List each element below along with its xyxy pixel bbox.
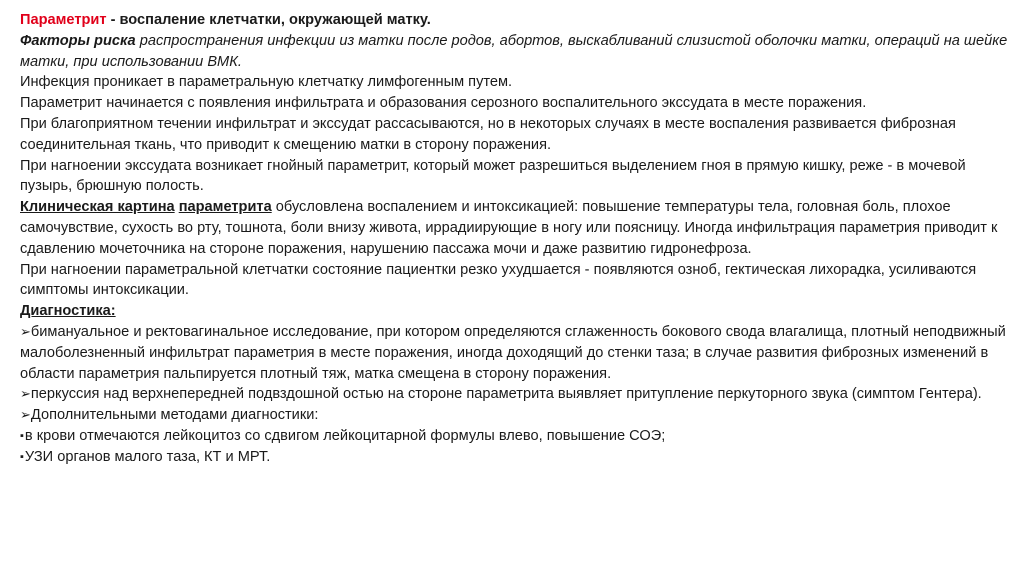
diagnostics-sub-item <box>20 447 1010 468</box>
clinical-paragraph <box>20 197 1010 259</box>
title-definition: - воспаление клетчатки, окружающей матку. <box>106 12 431 28</box>
square-bullet-icon: ▪ <box>20 429 24 442</box>
clinical-label-part1: Клиническая картина <box>20 199 175 216</box>
paragraph-onset: Параметрит начинается с появления инфильтрата и образования серозного воспалительного экссудата в месте поражения. <box>20 95 867 112</box>
arrow-bullet-icon: ➢ <box>20 407 31 423</box>
clinical-label-part2: параметрита <box>178 199 272 216</box>
arrow-bullet-icon: ➢ <box>20 386 31 402</box>
diagnostics-heading: Диагностика: <box>20 303 116 320</box>
diagnostics-item-text: перкуссия над верхнепередней подвздошной остью на стороне параметрита выявляет притупление перкуторного звука (симптом Гентера). <box>30 386 982 403</box>
clinical-suppuration: При нагноении параметральной клетчатки состояние пациентки резко ухудшается - появляются озноб, гектическая лихорадка, усиливаются симптомы интоксикации. <box>20 261 977 299</box>
diagnostics-item-text: бимануальное и ректовагинальное исследование, при котором определяются сглаженность бокового свода влагалища, плотный неподвижный малоболезненный инфильтрат параметрия в месте поражения, иногда доходящий до стенки таза; в случае развития фиброзных изменений в области параметрия пальпируется плотный тяж, матка смещена в сторону поражения. <box>20 323 1006 382</box>
diagnostics-item <box>20 384 1010 405</box>
title-term: Параметрит <box>20 12 107 28</box>
paragraph-infection-route: Инфекция проникает в параметральную клетчатку лимфогенным путем. <box>20 74 513 91</box>
diagnostics-sub-item-text: в крови отмечаются лейкоцитоз со сдвигом лейкоцитарной формулы влево, повышение СОЭ; <box>24 427 666 444</box>
risk-factors-text: распространения инфекции из матки после родов, абортов, выскабливаний слизистой оболочки матки, операций на шейке матки, при использовании ВМК. <box>20 32 1008 70</box>
square-bullet-icon: ▪ <box>20 450 24 463</box>
clinical-text: обусловлена воспалением и интоксикацией: повышение температуры тела, головная боль, плохое самочувствие, сухость во рту, тошнота, боли внизу живота, иррадиирующие в ногу или поясницу. Иногда инфильтрация параметрия приводит к сдавлению мочеточника на стороне поражения, нарушению пассажа мочи и даже развитию гидронефроза. <box>20 199 998 257</box>
diagnostics-sub-item <box>20 426 1010 447</box>
diagnostics-item-text: Дополнительными методами диагностики: <box>30 407 319 424</box>
paragraph-suppuration: При нагноении экссудата возникает гнойный параметрит, который может разрешиться выделением гноя в прямую кишку, реже - в мочевой пузырь, брюшную полость. <box>20 157 966 195</box>
title-line <box>20 10 1010 31</box>
risk-factors-paragraph <box>20 31 1010 73</box>
risk-factors-label: Факторы риска <box>20 32 136 49</box>
slide-content <box>20 10 1010 468</box>
diagnostics-item <box>20 405 1010 426</box>
arrow-bullet-icon: ➢ <box>20 323 31 339</box>
diagnostics-sub-item-text: УЗИ органов малого таза, КТ и МРТ. <box>24 448 271 465</box>
diagnostics-item <box>20 322 1010 384</box>
paragraph-favorable-course: При благоприятном течении инфильтрат и экссудат рассасываются, но в некоторых случаях в месте воспаления развивается фиброзная соединительная ткань, что приводит к смещению матки в сторону поражения. <box>20 115 956 153</box>
